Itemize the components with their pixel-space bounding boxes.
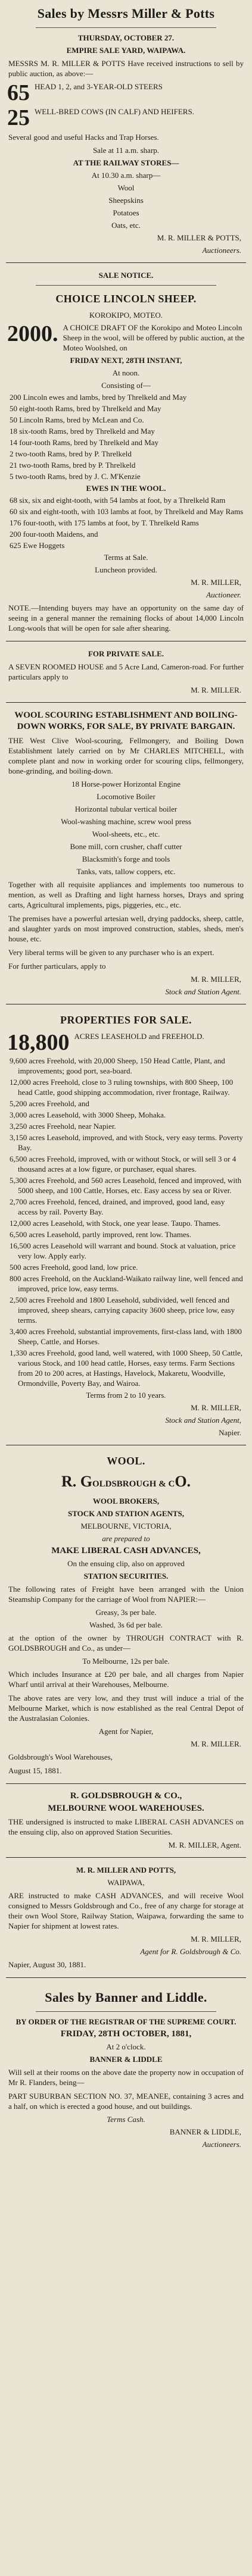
- signature: M. R. MILLER & POTTS,: [157, 233, 241, 242]
- plant-item: Bone mill, corn crusher, chaff cutter: [70, 842, 182, 851]
- firm-name-part: O.: [175, 1473, 191, 1490]
- sale-body: PART SUBURBAN SECTION NO. 37, MEANEE, containing 3 acres and a half, on which is erected a good house, and out buildings.: [8, 2092, 244, 2111]
- lot-item: 200 Lincoln ewes and lambs, bred by Threlkeld and May: [10, 393, 187, 402]
- section-place: WAIPAWA,: [107, 1878, 145, 1887]
- miller-potts-waipawa-section: [0, 1864, 252, 1971]
- firm-subtitle: STATION SECURITIES.: [83, 1572, 169, 1580]
- advance-date: Napier, August 30, 1881.: [8, 1960, 86, 1969]
- lot-item: 18 six-tooth Rams, bred by Threlkeld and May: [10, 427, 155, 436]
- lot-row: [0, 321, 252, 354]
- lot-subheading: EWES IN THE WOOL.: [86, 484, 166, 493]
- property-item: 3,150 acres Leasehold, improved, and with Stock, very easy terms. Poverty Bay.: [10, 1133, 243, 1152]
- advance-body: ARE instructed to make CASH ADVANCES, and will receive Wool consigned to Messrs Goldsbrough and Co., free of any charge for storage at their own Wool Store, Railway Station, Waipawa, forwarding the same to Napier for shipment at lowest rates.: [8, 1891, 244, 1930]
- wool-body: THE West Clive Wool-scouring, Fellmongery, and Boiling Down Establishment lately carried on by Mr CHARLES MITCHELL, with complete plant and now in working order for scouring clips, fellmongery, bone-grinding, and boiling-down.: [8, 736, 244, 775]
- plant-item: Locomotive Boiler: [97, 792, 155, 801]
- property-item: 2,500 acres Freehold and 1800 Leasehold, subdivided, well fenced and improved, sheep shears, carrying capacity 3600 sheep, price low, easy terms.: [10, 1295, 235, 1325]
- sale-section-miller-potts: [0, 0, 252, 256]
- property-item: 16,500 acres Leasehold will warrant and bound. Stock at valuation, price very low. Apply early.: [10, 1241, 236, 1260]
- sale-date: FRIDAY NEXT, 28TH INSTANT,: [70, 356, 182, 365]
- sale-notice-lincoln: [0, 269, 252, 635]
- plant-item: Horizontal tubular vertical boiler: [74, 805, 178, 813]
- section-heading: FOR PRIVATE SALE.: [88, 649, 164, 658]
- property-item: 5,200 acres Freehold, and: [10, 1099, 89, 1108]
- signature: M. R. MILLER, Agent.: [168, 1841, 241, 1849]
- plant-item: Wool-sheets, etc., etc.: [92, 830, 160, 838]
- signature-title: Stock and Station Agent.: [165, 987, 241, 996]
- firm-name-part: R. G: [61, 1473, 92, 1490]
- lot-description: WELL-BRED COWS (IN CALF) AND HEIFERS.: [35, 107, 194, 116]
- signature-title: Auctioneers.: [202, 2140, 241, 2149]
- signature-title: Agent for R. Goldsbrough & Co.: [140, 1947, 241, 1956]
- railway-stores: AT THE RAILWAY STORES—: [73, 158, 179, 167]
- property-item: 12,000 acres Freehold, close to 3 ruling townships, with 800 Sheep, 100 head Cattle, good shipping accommodation, river frontage, Railway.: [10, 1078, 234, 1097]
- stores-item: Oats, etc.: [111, 221, 141, 230]
- lot-count: 2000.: [7, 321, 58, 346]
- lot-item: 176 four-tooth, with 175 lambs at foot, by T. Threlkeld Rams: [10, 518, 199, 527]
- firm-name: BANNER & LIDDLE: [89, 2055, 163, 2064]
- freight-rate: To Melbourne, 12s per bale.: [82, 1657, 170, 1666]
- luncheon: Luncheon provided.: [95, 565, 157, 574]
- signature: M. R. MILLER.: [191, 1739, 241, 1748]
- sale-location: EMPIRE SALE YARD, WAIPAWA.: [66, 46, 186, 55]
- lot-description: A CHOICE DRAFT OF the Korokipo and Moteo Lincoln Sheep in the wool, will be offered by public auction, at the Moteo Woolshed, on: [63, 323, 245, 352]
- freight-text: at the option of the owner by THROUGH CONTRACT with R. GOLDSBROUGH and Co., as under—: [8, 1633, 244, 1652]
- firm-subtitle: are prepared to: [102, 1534, 150, 1543]
- lot-item: 50 Lincoln Rams, bred by McLean and Co.: [10, 415, 144, 424]
- private-sale-section: [0, 647, 252, 696]
- agent-line: Goldsbrough's Wool Warehouses,: [8, 1752, 113, 1761]
- sale-time: At noon.: [112, 368, 140, 377]
- property-item: 1,330 acres Freehold, good land, well watered, with 1000 Sheep, 50 Cattle, various Stock, and 100 head cattle, Horses, easy terms. Farm Sections from 20 to 200 acres, at Hastings, Havelock, Makaretu, Woodville, Ormondville, Poverty Bay, and Wairoa.: [10, 1348, 242, 1388]
- section-heading: WOOL SCOURING ESTABLISHMENT AND BOILING-DOWN WORKS, FOR SALE, BY PRIVATE BARGAIN.: [14, 710, 238, 731]
- agent-date: August 15, 1881.: [8, 1766, 62, 1775]
- freight-text: Which includes Insurance at £20 per bale, and all charges from Napier Wharf until arrival at their Warehouses, Melbourne.: [8, 1670, 244, 1689]
- firm-name: [0, 1471, 252, 1495]
- section-divider: [6, 702, 246, 703]
- plant-item: 18 Horse-power Horizontal Engine: [71, 780, 181, 788]
- banner-liddle-section: [0, 1984, 252, 2151]
- signature-place: Napier.: [219, 1428, 241, 1437]
- property-item: 6,500 acres Leasehold, partly improved, rent low. Thames.: [10, 1230, 192, 1239]
- private-sale-body: A SEVEN ROOMED HOUSE and 5 Acre Land, Cameron-road. For further particulars apply to: [8, 662, 244, 681]
- signature: M. R. MILLER,: [191, 1935, 241, 1943]
- warehouse-body: THE undersigned is instructed to make LIBERAL CASH ADVANCES on the ensuing clip, also on approved Station Securities.: [8, 1817, 244, 1836]
- notice-heading: CHOICE LINCOLN SHEEP.: [55, 293, 197, 305]
- wool-body: The premises have a powerful artesian well, drying paddocks, sheep, cattle, and slaughter yards on most improved construction, stables, sheds, men's house, etc.: [8, 914, 244, 943]
- wool-body: For further particulars, apply to: [8, 962, 106, 971]
- intro-text: MESSRS M. R. MILLER & POTTS Have received instructions to sell by public auction, as above:—: [8, 59, 244, 78]
- lot-row: [0, 1030, 252, 1055]
- freight-rate: Washed, 3s 6d per bale.: [89, 1620, 163, 1629]
- sale-date: FRIDAY, 28TH OCTOBER, 1881,: [60, 2029, 192, 2039]
- section-divider: [6, 1783, 246, 1784]
- stores-item: Potatoes: [113, 208, 139, 217]
- lot-row: [0, 80, 252, 105]
- stores-time: At 10.30 a.m. sharp—: [91, 171, 161, 180]
- property-item: 800 acres Freehold, on the Auckland-Waikato railway line, well fenced and improved, price low, easy terms.: [10, 1274, 243, 1293]
- sale-time: Sale at 11 a.m. sharp.: [92, 146, 160, 155]
- section-heading: SALE NOTICE.: [98, 271, 154, 280]
- property-terms: Terms from 2 to 10 years.: [86, 1391, 166, 1400]
- lot-item: 21 two-tooth Rams, bred by P. Threlkeld: [10, 461, 136, 469]
- sale-date: THURSDAY, OCTOBER 27.: [77, 33, 175, 42]
- list-heading: Consisting of—: [101, 381, 151, 390]
- property-item: 2,700 acres Freehold, fenced, drained, and improved, good land, easy access by rail. Poverty Bay.: [10, 1197, 225, 1216]
- order-heading: BY ORDER OF THE REGISTRAR OF THE SUPREME COURT.: [15, 2017, 237, 2026]
- lot-item: 5 two-tooth Rams, bred by J. C. M'Kenzie: [10, 472, 141, 481]
- section-heading: M. R. MILLER AND POTTS,: [76, 1866, 176, 1874]
- lot-count: 25: [7, 105, 30, 130]
- lot-item: 68 six, six and eight-tooth, with 54 lambs at foot, by a Threlkeld Ram: [10, 496, 226, 505]
- firm-subtitle: MAKE LIBERAL CASH ADVANCES,: [51, 1546, 201, 1555]
- firm-subtitle: STOCK AND STATION AGENTS,: [67, 1509, 185, 1518]
- lot-count: 65: [7, 80, 30, 105]
- wool-goldsbrough-section: [0, 1451, 252, 1777]
- lot-list: [0, 392, 252, 551]
- divider: [36, 2011, 216, 2012]
- lot-item: 200 four-tooth Maidens, and: [10, 530, 98, 539]
- divider: [36, 27, 216, 28]
- signature: M. R. MILLER.: [191, 686, 241, 694]
- property-item: 3,250 acres Freehold, near Napier.: [10, 1122, 116, 1131]
- goldsbrough-warehouses-section: [0, 1790, 252, 1851]
- note: NOTE.—Intending buyers may have an opportunity on the same day of seeing in a general manner the remaining flocks of about 14,000 Lincoln Long-wools that will be open for sale after shearing.: [8, 603, 244, 633]
- section-subheading: MELBOURNE WOOL WAREHOUSES.: [48, 1804, 204, 1813]
- section-divider: [6, 1977, 246, 1978]
- extra-lots: Several good and useful Hacks and Trap Horses.: [8, 133, 159, 142]
- section-heading: WOOL.: [107, 1455, 145, 1467]
- section-divider: [6, 1857, 246, 1858]
- property-item: 3,000 acres Leasehold, with 3000 Sheep, Mohaka.: [10, 1110, 166, 1119]
- lot-description: HEAD 1, 2, and 3-YEAR-OLD STEERS: [35, 82, 163, 91]
- property-item: 500 acres Freehold, good land, low price.: [10, 1263, 138, 1272]
- lot-row: [0, 105, 252, 130]
- property-item: 5,300 acres Freehold, and 560 acres Leasehold, fenced and improved, with 5000 sheep, and 100 Cattle, Horses, etc. Easy access by sea or River.: [10, 1176, 242, 1195]
- acre-count: 18,800: [7, 1030, 70, 1055]
- section-heading: PROPERTIES FOR SALE.: [60, 1014, 192, 1026]
- property-list: [0, 1055, 252, 1401]
- lot-item: 14 four-tooth Rams, bred by Threlkeld and May: [10, 438, 159, 447]
- lot-item: 60 six and eight-tooth, with 103 lambs at foot, by Threlkeld and May Rams: [10, 507, 244, 516]
- firm-name-part: OLDSBROUGH & C: [92, 1479, 175, 1489]
- plant-item: Blacksmith's forge and tools: [82, 855, 170, 863]
- wool-scouring-section: [0, 709, 252, 998]
- signature: BANNER & LIDDLE,: [169, 2127, 241, 2136]
- firm-subtitle: WOOL BROKERS,: [92, 1497, 160, 1505]
- acre-description: ACRES LEASEHOLD and FREEHOLD.: [74, 1032, 204, 1041]
- freight-rate: Greasy, 3s per bale.: [95, 1608, 157, 1617]
- signature: M. R. MILLER,: [191, 578, 241, 587]
- section-heading: Sales by Messrs Miller & Potts: [37, 6, 215, 21]
- agent-line: Agent for Napier,: [98, 1727, 154, 1736]
- section-heading: Sales by Banner and Liddle.: [45, 1990, 207, 2005]
- plant-item: Tanks, vats, tallow coppers, etc.: [76, 867, 176, 876]
- signature-title: Stock and Station Agent,: [165, 1416, 241, 1425]
- lot-item: 50 eight-tooth Rams, bred by Threlkeld and May: [10, 404, 161, 413]
- properties-section: [0, 1010, 252, 1439]
- property-item: 6,500 acres Freehold, improved, with or without Stock, or will sell 3 or 4 thousand acres at a low figure, or purchaser, equal shares.: [10, 1154, 237, 1173]
- terms: Terms Cash.: [107, 2115, 145, 2124]
- sale-body: Will sell at their rooms on the above date the property now in occupation of Mr R. Flanders, being—: [8, 2068, 244, 2087]
- lot-item: 2 two-tooth Rams, bred by P. Threlkeld: [10, 449, 132, 458]
- section-heading: R. GOLDSBROUGH & CO.,: [70, 1791, 182, 1801]
- property-item: 9,600 acres Freehold, with 20,000 Sheep, 150 Head Cattle, Plant, and improvements; good port, sea-board.: [10, 1056, 225, 1075]
- wool-body: Very liberal terms will be given to any purchaser who is an expert.: [8, 948, 214, 957]
- signature-title: Auctioneer.: [206, 590, 241, 599]
- freight-text: The following rates of Freight have been arranged with the Union Steamship Company for the carriage of Wool from NAPIER:—: [8, 1585, 244, 1604]
- stores-item: Sheepskins: [108, 196, 144, 205]
- stores-item: Wool: [117, 183, 135, 192]
- signature-title: Auctioneers.: [202, 246, 241, 255]
- sale-time: At 2 o'clock.: [106, 2042, 146, 2051]
- property-item: 12,000 acres Leasehold, with Stock, one year lease. Taupo. Thames.: [10, 1219, 221, 1228]
- firm-subtitle: MELBOURNE, VICTORIA,: [80, 1522, 172, 1530]
- signature: M. R. MILLER,: [191, 975, 241, 984]
- terms: Terms at Sale.: [104, 553, 148, 562]
- section-divider: [6, 262, 246, 263]
- plant-item: Wool-washing machine, screw wool press: [61, 817, 191, 826]
- freight-text: The above rates are very low, and they trust will induce a trial of the Melbourne Market, which is now established as the real Central Depot of the Australasian Colonies.: [8, 1694, 244, 1723]
- wool-body: Together with all requisite appliances and implements too numerous to mention, as well as Drafting and light harness horses, Drays and spring carts, Agricultural implements, pigs, piggeries, etc., etc.: [8, 880, 244, 909]
- divider: [36, 285, 216, 286]
- notice-place: KOROKIPO, MOTEO.: [89, 311, 163, 320]
- property-item: 3,400 acres Freehold, substantial improvements, first-class land, with 1800 Sheep, Cattle, and Horses.: [10, 1327, 242, 1346]
- signature: M. R. MILLER,: [191, 1403, 241, 1412]
- firm-subtitle: On the ensuing clip, also on approved: [67, 1559, 185, 1568]
- lot-item: 625 Ewe Hoggets: [10, 541, 65, 550]
